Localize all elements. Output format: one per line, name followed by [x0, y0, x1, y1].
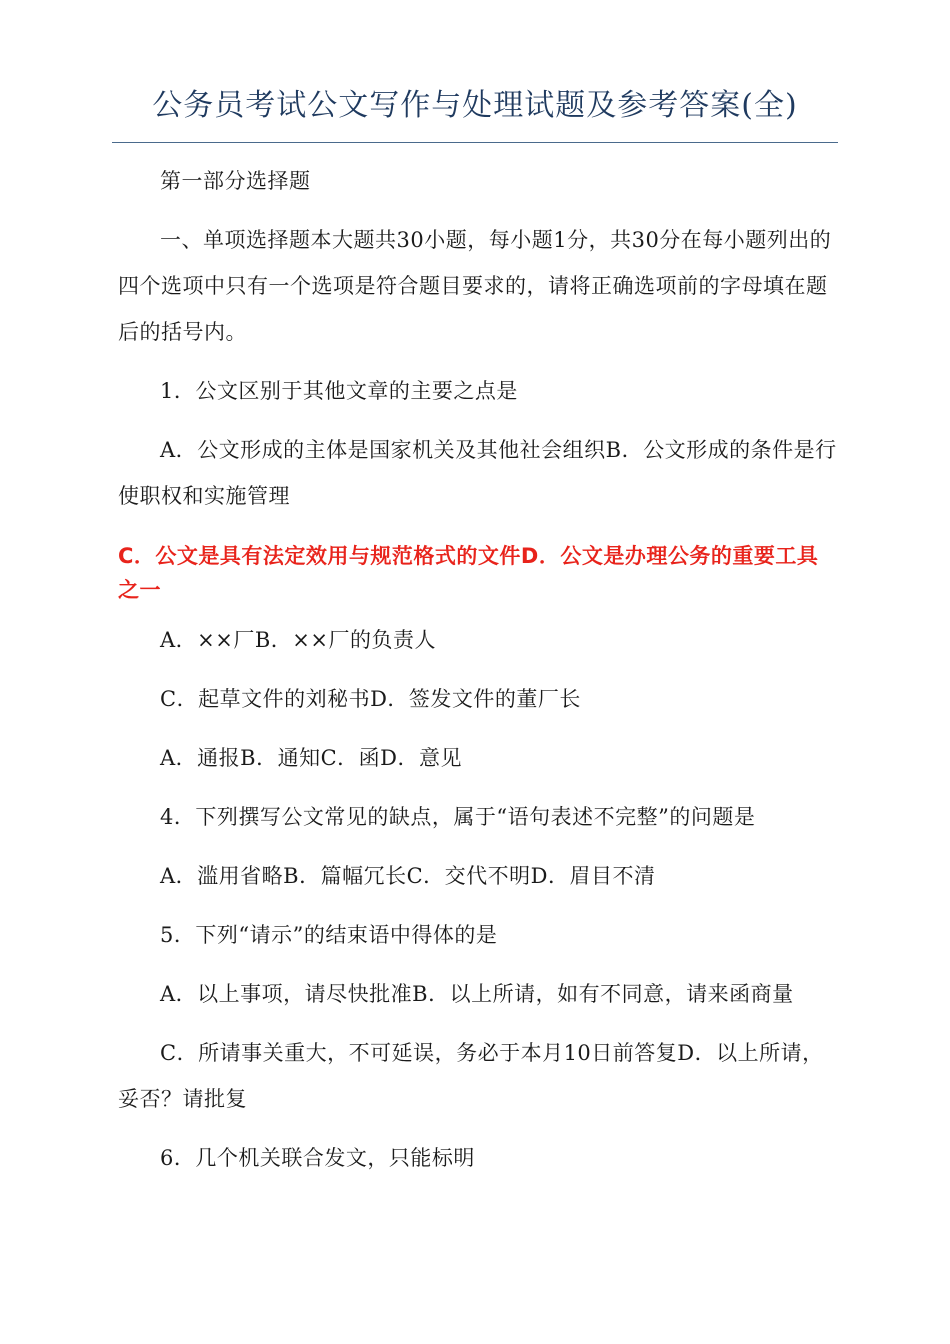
- document-title: 公务员考试公文写作与处理试题及参考答案(全): [152, 88, 798, 123]
- question-6: 6．几个机关联合发文，只能标明: [160, 1146, 475, 1170]
- title-divider: [112, 142, 838, 143]
- document-body: [118, 158, 838, 1181]
- question-4-options: A．滥用省略B．篇幅冗长C．交代不明D．眉目不清: [160, 864, 656, 888]
- question-1: 1．公文区别于其他文章的主要之点是: [160, 379, 518, 403]
- question-2-options-cd: C．起草文件的刘秘书D．签发文件的董厂长: [160, 687, 581, 711]
- question-4: 4．下列撰写公文常见的缺点，属于“语句表述不完整”的问题是: [160, 805, 756, 829]
- instructions-paragraph: 一、单项选择题本大题共30小题，每小题1分，共30分在每小题列出的四个选项中只有一个选项是符合题目要求的，请将正确选项前的字母填在题后的括号内。: [118, 228, 832, 344]
- section-heading: 第一部分选择题: [160, 169, 311, 193]
- question-5: 5．下列“请示”的结束语中得体的是: [160, 923, 498, 947]
- question-2-options-ab: A．××厂B．××厂的负责人: [160, 628, 436, 652]
- question-1-options-cd-highlighted: C．公文是具有法定效用与规范格式的文件D．公文是办理公务的重要工具之一: [118, 544, 819, 602]
- question-1-options-ab: A．公文形成的主体是国家机关及其他社会组织B．公文形成的条件是行使职权和实施管理: [118, 438, 837, 508]
- question-5-options-ab: A．以上事项，请尽快批准B．以上所请，如有不同意，请来函商量: [160, 982, 794, 1006]
- question-3-options: A．通报B．通知C．函D．意见: [160, 746, 463, 770]
- question-5-options-cd: C．所请事关重大，不可延误，务必于本月10日前答复D．以上所请，妥否？请批复: [118, 1041, 824, 1111]
